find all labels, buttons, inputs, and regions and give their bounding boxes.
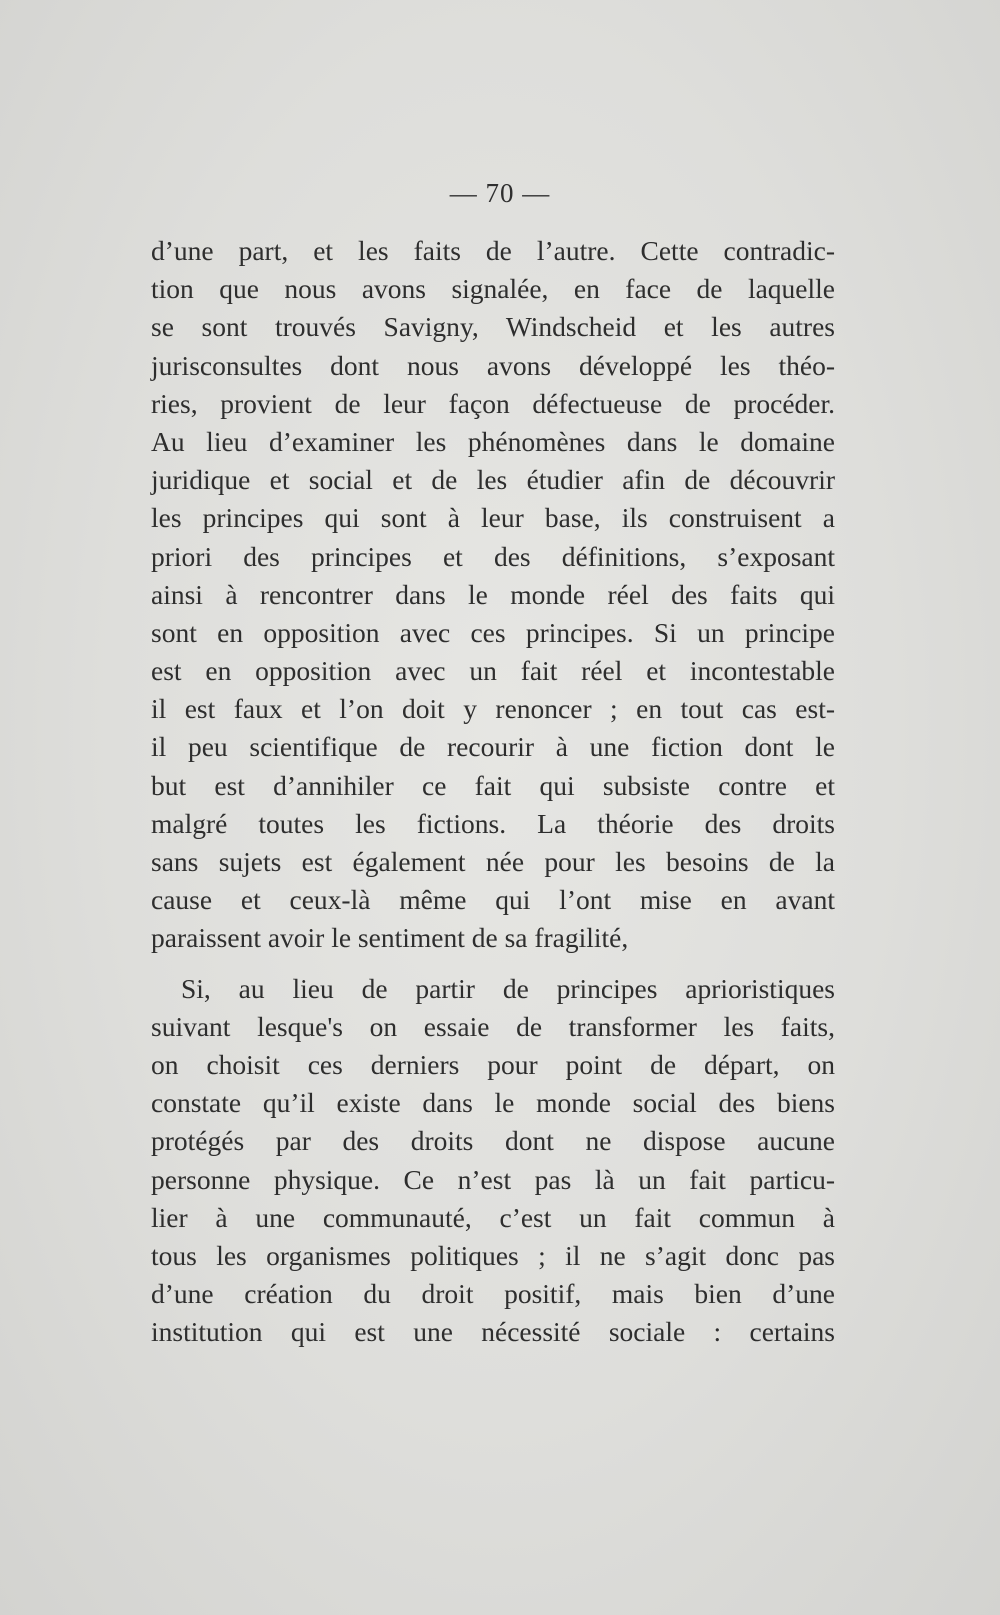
text-line: d’une part, et les faits de l’autre. Cette contradic- — [151, 235, 835, 266]
text-line: ainsi à rencontrer dans le monde réel des faits qui — [151, 578, 835, 610]
text-line: ries, provient de leur façon défectueuse de procéder. — [151, 387, 835, 419]
text-line: sont en opposition avec ces principes. Si un principe — [151, 616, 835, 648]
text-line: lier à une communauté, c’est un fait commun à — [151, 1201, 835, 1233]
text-line: priori des principes et des définitions, s’exposant — [151, 540, 835, 572]
paragraph-2 — [151, 970, 835, 1352]
text-line: malgré toutes les fictions. La théorie des droits — [151, 807, 835, 839]
text-line: est en opposition avec un fait réel et incontestable — [151, 655, 835, 687]
text-line: se sont trouvés Savigny, Windscheid et les autres — [151, 311, 835, 343]
text-line: il peu scientifique de recourir à une fiction dont le — [151, 731, 835, 763]
text-line: d’une création du droit positif, mais bien d’une — [151, 1278, 835, 1310]
paragraph-1 — [151, 232, 835, 958]
text-line: les principes qui sont à leur base, ils construisent a — [151, 502, 835, 534]
text-line: juridique et social et de les étudier afin de découvrir — [151, 464, 835, 496]
text-line: personne physique. Ce n’est pas là un fait particu- — [151, 1163, 835, 1195]
text-line: on choisit ces derniers pour point de départ, on — [151, 1048, 835, 1080]
text-line: but est d’annihiler ce fait qui subsiste contre et — [151, 769, 835, 801]
text-line: paraissent avoir le sentiment de sa fragilité, — [151, 922, 629, 954]
text-line: constate qu’il existe dans le monde social des biens — [151, 1087, 835, 1119]
text-line: Si, au lieu de partir de principes aprioristiques — [181, 972, 835, 1004]
text-line: tous les organismes politiques ; il ne s’agit donc pas — [151, 1239, 835, 1271]
text-line: suivant lesque's on essaie de transformer les faits, — [151, 1010, 835, 1042]
text-line: institution qui est une nécessité sociale : certains — [151, 1316, 835, 1348]
text-line: jurisconsultes dont nous avons développé les théo- — [151, 349, 835, 381]
body-text — [151, 232, 835, 1351]
text-line: sans sujets est également née pour les besoins de la — [151, 846, 835, 877]
page-number: — 70 — — [449, 178, 551, 208]
text-line: cause et ceux-là même qui l’ont mise en avant — [151, 884, 835, 916]
text-line: protégés par des droits dont ne dispose aucune — [151, 1125, 835, 1157]
text-line: Au lieu d’examiner les phénomènes dans le domaine — [151, 425, 835, 457]
text-line: tion que nous avons signalée, en face de laquelle — [151, 273, 835, 305]
text-line: il est faux et l’on doit y renoncer ; en tout cas est- — [151, 693, 835, 725]
